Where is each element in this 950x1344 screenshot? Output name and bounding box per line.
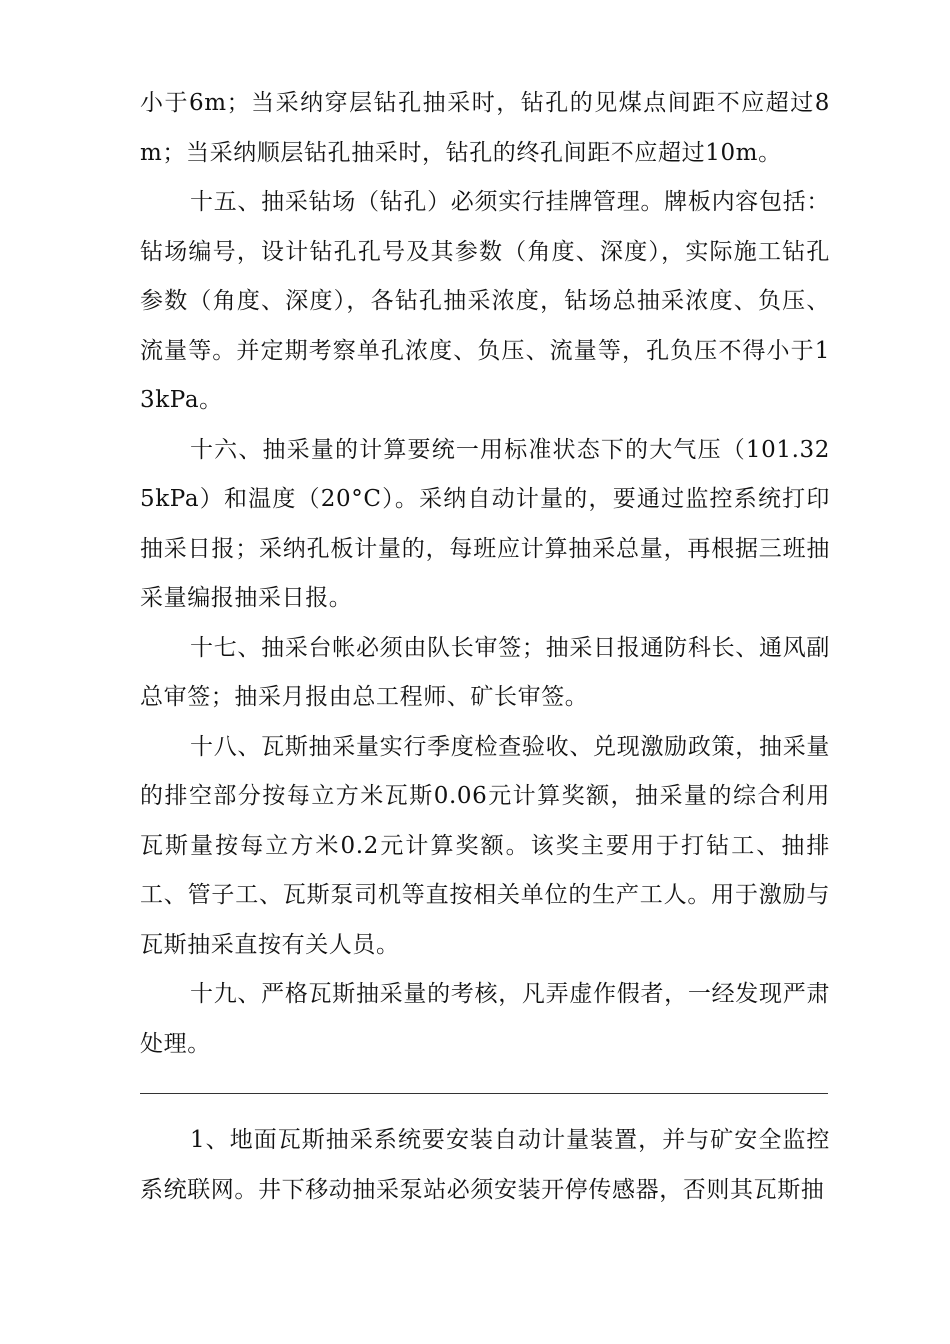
section-divider bbox=[140, 1093, 828, 1094]
paragraph-item-19: 十九、严格瓦斯抽采量的考核，凡弄虚作假者，一经发现严肃处理。 bbox=[140, 981, 830, 1057]
paragraph-item-15: 十五、抽采钻场（钻孔）必须实行挂牌管理。牌板内容包括：钻场编号，设计钻孔孔号及其参数（角度、深度），实际施工钻孔参数（角度、深度），各钻孔抽采浓度，钻场总抽采浓度、负压、流量等。并定期考察单孔浓度、负压、流量等，孔负压不得小于13kPa。 bbox=[140, 189, 830, 413]
paragraph-item-1: 1、地面瓦斯抽采系统要安装自动计量装置，并与矿安全监控系统联网。井下移动抽采泵站必须安装开停传感器，否则其瓦斯抽 bbox=[140, 1127, 830, 1203]
paragraph-item-17: 十七、抽采台帐必须由队长审签；抽采日报通防科长、通风副总审签；抽采月报由总工程师、矿长审签。 bbox=[140, 634, 830, 710]
paragraph-continued: 小于6m；当采纳穿层钻孔抽采时，钻孔的见煤点间距不应超过8m；当采纳顺层钻孔抽采时，钻孔的终孔间距不应超过10m。 bbox=[140, 90, 830, 166]
paragraph-item-18: 十八、瓦斯抽采量实行季度检查验收、兑现激励政策，抽采量的排空部分按每立方米瓦斯0.06元计算奖额，抽采量的综合利用瓦斯量按每立方米0.2元计算奖额。该奖主要用于打钻工、抽排工、管子工、瓦斯泵司机等直按相关单位的生产工人。用于激励与瓦斯抽采直按有关人员。 bbox=[140, 733, 830, 958]
document-page bbox=[140, 79, 830, 1215]
paragraph-item-16: 十六、抽采量的计算要统一用标准状态下的大气压（101.325kPa）和温度（20°C）。采纳自动计量的，要通过监控系统打印抽采日报；采纳孔板计量的，每班应计算抽采总量，再根据三班抽采量编报抽采日报。 bbox=[140, 436, 830, 611]
